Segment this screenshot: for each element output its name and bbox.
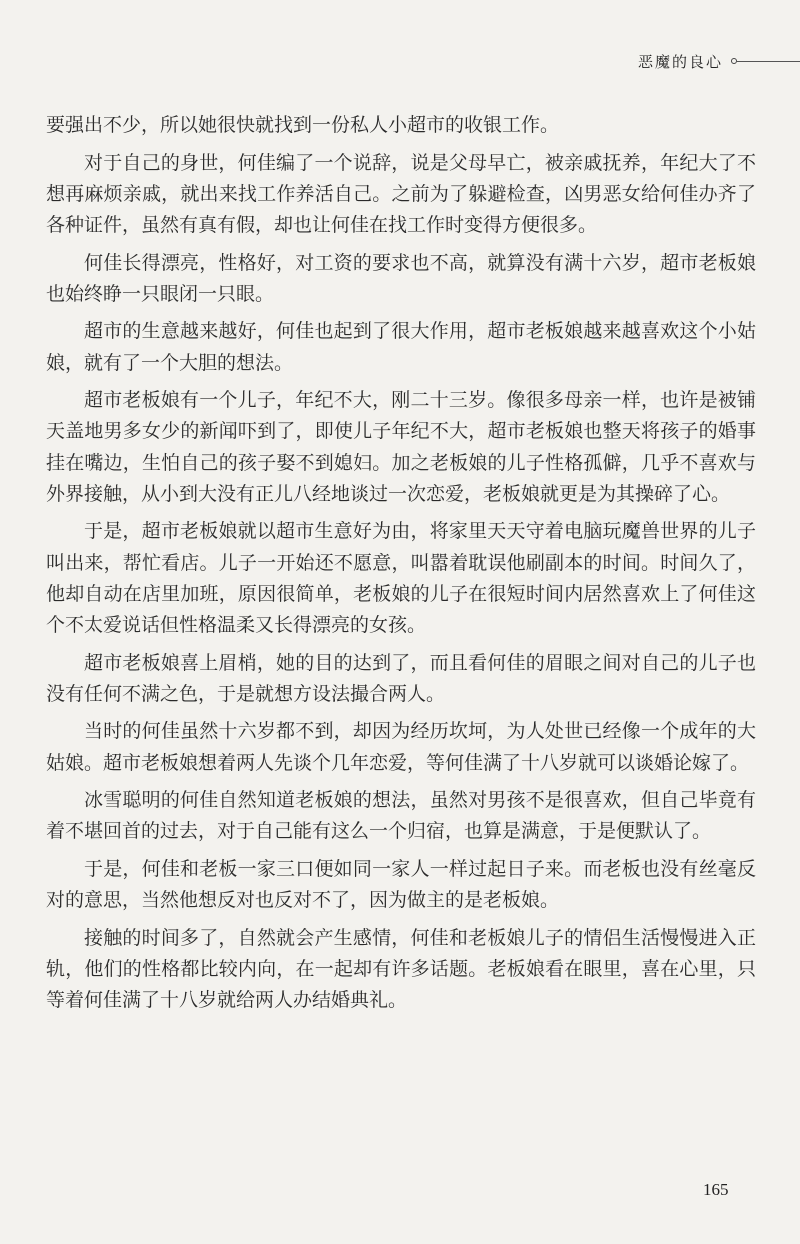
paragraph [46, 148, 756, 242]
text-line: 当时的何佳虽然十六岁都不到，却因为经历坎坷，为人处世已经像一个成 [84, 720, 699, 743]
text-line: 喜在心里，只等着何佳满了十八岁就给两人办结婚典礼。 [46, 957, 756, 1012]
text-line: 超市老板娘喜上眉梢，她的目的达到了，而且看何佳的眉眼之间对自己的 [84, 651, 699, 674]
text-line: 于是，何佳和老板一家三口便如同一家人一样过起日子来。而老板也没有 [84, 857, 699, 880]
text-line: 毕竟有着不堪回首的过去，对于自己能有这么一个归宿，也算是满意，于是 [46, 789, 756, 843]
text-line: 大了不想再麻烦亲戚，就出来找工作养活自己。之前为了躲避检查，凶男恶女 [46, 151, 756, 205]
paragraph [46, 316, 756, 378]
text-line: 的儿子叫出来，帮忙看店。儿子一开始还不愿意，叫嚣着耽误他刷副本的时 [46, 520, 756, 574]
text-line: 超市老板娘有一个儿子，年纪不大，刚二十三岁。像很多母亲一样，也许 [84, 389, 699, 412]
text-line: 要强出不少，所以她很快就找到一份私人小超市的收银工作。 [46, 114, 560, 136]
text-line: 给何佳办齐了各种证件，虽然有真有假，却也让何佳在找工作时变得方便很多。 [46, 182, 756, 236]
text-line: 于是，超市老板娘就以超市生意好为由，将家里天天守着电脑玩魔兽世界 [84, 520, 699, 543]
text-line: 何佳长得漂亮，性格好，对工资的要求也不高，就算没有满十六岁，超市 [84, 251, 699, 274]
text-line: 娘就更是为其操碎了心。 [521, 482, 731, 505]
paragraph [46, 110, 756, 141]
paragraph [46, 516, 756, 641]
text-line: 冰雪聪明的何佳自然知道老板娘的想法，虽然对男孩不是很喜欢，但自己 [84, 789, 699, 812]
page-number: 165 [703, 1180, 729, 1199]
paragraph [46, 648, 756, 710]
text-line: 将孩子的婚事挂在嘴边，生怕自己的孩子娶不到媳妇。加之老板娘的儿子性格 [46, 420, 756, 474]
paragraph [46, 385, 756, 510]
text-line: 丝毫反对的意思，当然他想反对也反对不了，因为做主的是老板娘。 [46, 857, 756, 912]
paragraph [46, 923, 756, 1017]
text-line: 便默认了。 [616, 820, 712, 843]
paragraph [46, 785, 756, 847]
text-line: 进入正轨，他们的性格都比较内向，在一起却有许多话题。老板娘看在眼里， [46, 926, 756, 980]
body-text [46, 110, 756, 1023]
text-line: 年的大姑娘。超市老板娘想着两人先谈个几年恋爱，等何佳满了十八岁就可以 [46, 720, 756, 774]
text-line: 儿子也没有任何不满之色，于是就想方设法撮合两人。 [46, 651, 756, 705]
text-line: 超市的生意越来越好，何佳也起到了很大作用，超市老板娘越来越喜欢这 [84, 320, 699, 343]
paragraph [46, 854, 756, 916]
paragraph [46, 716, 756, 778]
text-line: 间。时间久了，他却自动在店里加班，原因很简单，老板娘的儿子在很短时间 [46, 551, 756, 605]
text-line: 是被铺天盖地男多女少的新闻吓到了，即使儿子年纪不大，超市老板娘也整天 [46, 389, 756, 443]
text-line: 个小姑娘，就有了一个大胆的想法。 [46, 320, 756, 374]
text-line: 老板娘也始终睁一只眼闭一只眼。 [46, 251, 756, 305]
text-line: 接触的时间多了，自然就会产生感情，何佳和老板娘儿子的情侣生活慢慢 [84, 926, 699, 949]
text-line: 对于自己的身世，何佳编了一个说辞，说是父母早亡，被亲戚抚养，年纪 [84, 151, 699, 174]
text-line: 孤僻，几乎不喜欢与外界接触，从小到大没有正儿八经地谈过一次恋爱，老板 [46, 451, 756, 505]
header-ornament [731, 58, 800, 64]
running-title: 恶魔的良心 [638, 52, 724, 71]
ornament-line [737, 61, 800, 62]
running-header [638, 46, 800, 76]
paragraph [46, 248, 756, 310]
text-line: 内居然喜欢上了何佳这个不太爱说话但性格温柔又长得漂亮的女孩。 [46, 582, 756, 636]
text-line: 谈婚论嫁了。 [635, 751, 750, 774]
